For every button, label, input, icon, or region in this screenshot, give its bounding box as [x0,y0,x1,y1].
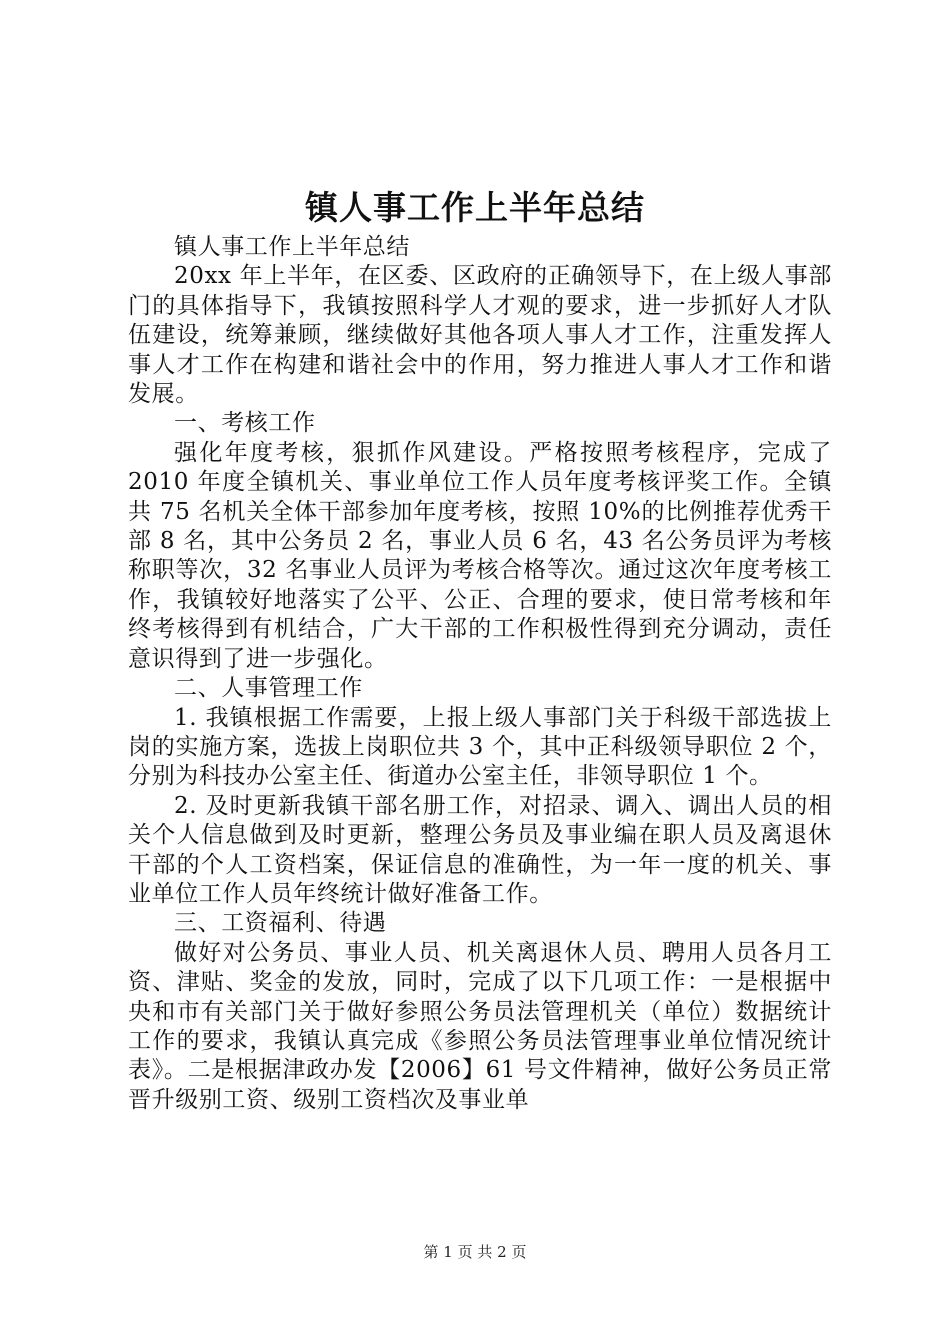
paragraph-wages: 做好对公务员、事业人员、机关离退休人员、聘用人员各月工资、津贴、奖金的发放，同时，完成了以下几项工作：一是根据中央和市有关部门关于做好参照公务员法管理机关（单位）数据统计工作的要求，我镇认真完成《参照公务员法管理事业单位情况统计表》。二是根据津政办发【2006】61 号文件精神，做好公务员正常晋升级别工资、级别工资档次及事业单 [128,939,832,1113]
paragraph-assessment: 强化年度考核，狠抓作风建设。严格按照考核程序，完成了 2010 年度全镇机关、事业单位工作人员年度考核评奖工作。全镇共 75 名机关全体干部参加年度考核，按照 10%的比例推荐优秀干部 8 名，其中公务员 2 名，事业人员 6 名，43 名公务员评为考核称职等次，32 名事业人员评为考核合格等次。通过这次年度考核工作，我镇较好地落实了公平、公正、合理的要求，使日常考核和年终考核得到有机结合，广大干部的工作积极性得到充分调动，责任意识得到了进一步强化。 [128,439,832,672]
section-heading-assessment: 一、考核工作 [174,410,316,437]
document-title: 镇人事工作上半年总结 [305,188,645,227]
paragraph-personnel-2: 2. 及时更新我镇干部名册工作，对招录、调入、调出人员的相关个人信息做到及时更新，整理公务员及事业编在职人员及离退休干部的个人工资档案，保证信息的准确性，为一年一度的机关、事业单位工作人员年终统计做好准备工作。 [128,792,832,907]
page-number: 第 1 页 共 2 页 [423,1243,527,1261]
document-body [128,233,832,1115]
paragraph-intro: 20xx 年上半年，在区委、区政府的正确领导下，在上级人事部门的具体指导下，我镇按照科学人才观的要求，进一步抓好人才队伍建设，统筹兼顾，继续做好其他各项人事人才工作，注重发挥人事人才工作在构建和谐社会中的作用，努力推进人事人才工作和谐发展。 [128,263,832,408]
paragraph-heading-repeat: 镇人事工作上半年总结 [174,234,410,260]
paragraph-personnel-1: 1. 我镇根据工作需要，上报上级人事部门关于科级干部选拔上岗的实施方案，选拔上岗职位共 3 个，其中正科级领导职位 2 个，分别为科技办公室主任、街道办公室主任，非领导职位 1 个。 [128,704,832,790]
section-heading-wages: 三、工资福利、待遇 [174,910,387,937]
section-heading-personnel: 二、人事管理工作 [174,675,363,702]
